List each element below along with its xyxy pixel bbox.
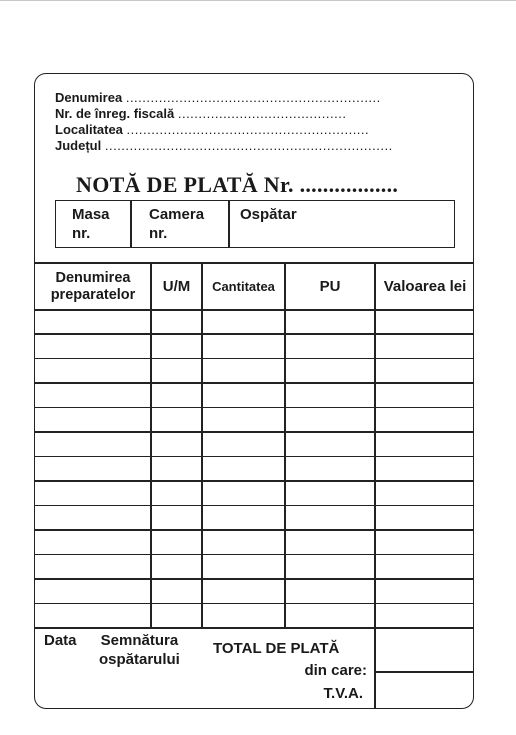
table-info-box [55,200,455,248]
semnatura-line: Semnătura [100,632,179,649]
table-cell[interactable] [377,384,474,405]
table-cell[interactable] [153,360,201,381]
masa-nr-label: nr. [72,225,91,242]
column-divider [284,262,286,627]
camera-label: Camera [149,206,205,223]
table-cell[interactable] [287,482,374,503]
table-cell[interactable] [204,556,284,577]
semnatura-label [99,631,180,669]
table-cell[interactable] [37,409,150,430]
table-cell[interactable] [287,433,374,454]
table-cell[interactable] [287,580,374,601]
col-header-um: U/M [162,278,191,295]
table-cell[interactable] [37,458,150,479]
divider [130,201,132,247]
table-cell[interactable] [287,384,374,405]
header-label: Denumirea [55,90,123,105]
table-cell[interactable] [37,335,150,356]
table-cell[interactable] [287,458,374,479]
tva-label: T.V.A. [323,685,363,702]
table-cell[interactable] [204,311,284,332]
table-cell[interactable] [37,531,150,552]
table-cell[interactable] [37,311,150,332]
header-label: Localitatea [55,122,123,137]
col-header-pu: PU [319,278,341,295]
header-label: Nr. de înreg. fiscală [55,106,175,121]
camera-nr-label: nr. [149,225,168,242]
table-cell[interactable] [153,433,201,454]
table-cell[interactable] [377,335,474,356]
table-cell[interactable] [204,335,284,356]
col-header-denumirea: Denumirea preparatelor [50,269,136,303]
table-cell[interactable] [37,433,150,454]
table-cell[interactable] [287,335,374,356]
table-cell[interactable] [287,605,374,626]
table-cell[interactable] [287,507,374,528]
table-cell[interactable] [377,458,474,479]
table-cell[interactable] [153,580,201,601]
masa-cell[interactable] [72,201,148,247]
table-cell[interactable] [204,482,284,503]
document-title: NOTĂ DE PLATĂ Nr. ................. [76,172,399,197]
masa-label: Masa [72,206,110,223]
table-cell[interactable] [287,360,374,381]
ospatar-label: Ospătar [240,206,297,223]
table-cell[interactable] [377,482,474,503]
column-divider [201,262,203,627]
table-cell[interactable] [377,605,474,626]
din-care-label: din care: [304,662,367,679]
table-cell[interactable] [204,433,284,454]
header-line-localitatea [55,122,369,138]
table-cell[interactable] [287,556,374,577]
table-cell[interactable] [377,556,474,577]
divider [228,201,230,247]
table-cell[interactable] [204,384,284,405]
table-cell[interactable] [377,360,474,381]
table-cell[interactable] [153,409,201,430]
table-cell[interactable] [153,605,201,626]
table-cell[interactable] [153,556,201,577]
table-cell[interactable] [204,580,284,601]
col-header-cantitatea: Cantitatea [212,279,275,294]
table-cell[interactable] [153,531,201,552]
table-cell[interactable] [287,409,374,430]
total-label: TOTAL DE PLATĂ [213,640,340,657]
table-cell[interactable] [153,482,201,503]
total-value-field[interactable] [376,629,474,670]
table-cell[interactable] [204,409,284,430]
table-cell[interactable] [204,507,284,528]
ospatar-cell[interactable] [240,201,440,247]
table-cell[interactable] [377,580,474,601]
header-line-judetul [55,138,393,154]
table-cell[interactable] [204,360,284,381]
table-cell[interactable] [37,384,150,405]
invoice-form [34,73,474,709]
table-cell[interactable] [377,311,474,332]
table-cell[interactable] [153,507,201,528]
page-top-rule [0,0,516,1]
table-cell[interactable] [204,605,284,626]
column-divider [150,262,152,627]
table-cell[interactable] [377,531,474,552]
table-cell[interactable] [37,580,150,601]
table-cell[interactable] [153,384,201,405]
table-cell[interactable] [377,433,474,454]
table-cell[interactable] [37,605,150,626]
fill-in-dots[interactable]: ........................................................... [126,122,370,137]
table-cell[interactable] [204,531,284,552]
table-cell[interactable] [287,311,374,332]
table-cell[interactable] [37,482,150,503]
table-cell[interactable] [153,311,201,332]
ospatarului-line: ospătarului [99,651,180,668]
col-header-valoarea: Valoarea lei [383,278,467,295]
camera-cell[interactable] [149,201,249,247]
header-line-denumirea [55,90,381,106]
table-cell[interactable] [377,409,474,430]
fill-in-dots[interactable]: ...................................................................... [104,138,393,153]
table-cell[interactable] [37,360,150,381]
table-cell[interactable] [204,458,284,479]
header-label: Județul [55,138,102,153]
table-cell[interactable] [153,335,201,356]
table-cell[interactable] [37,507,150,528]
fill-in-dots[interactable]: .............................................................. [125,90,381,105]
table-cell[interactable] [287,531,374,552]
header-line-fiscal [55,106,346,122]
data-label: Data [44,632,77,649]
tva-value-field[interactable] [376,673,474,709]
table-cell[interactable] [153,458,201,479]
table-cell[interactable] [377,507,474,528]
table-cell[interactable] [37,556,150,577]
fill-in-dots[interactable]: ......................................... [177,106,347,121]
